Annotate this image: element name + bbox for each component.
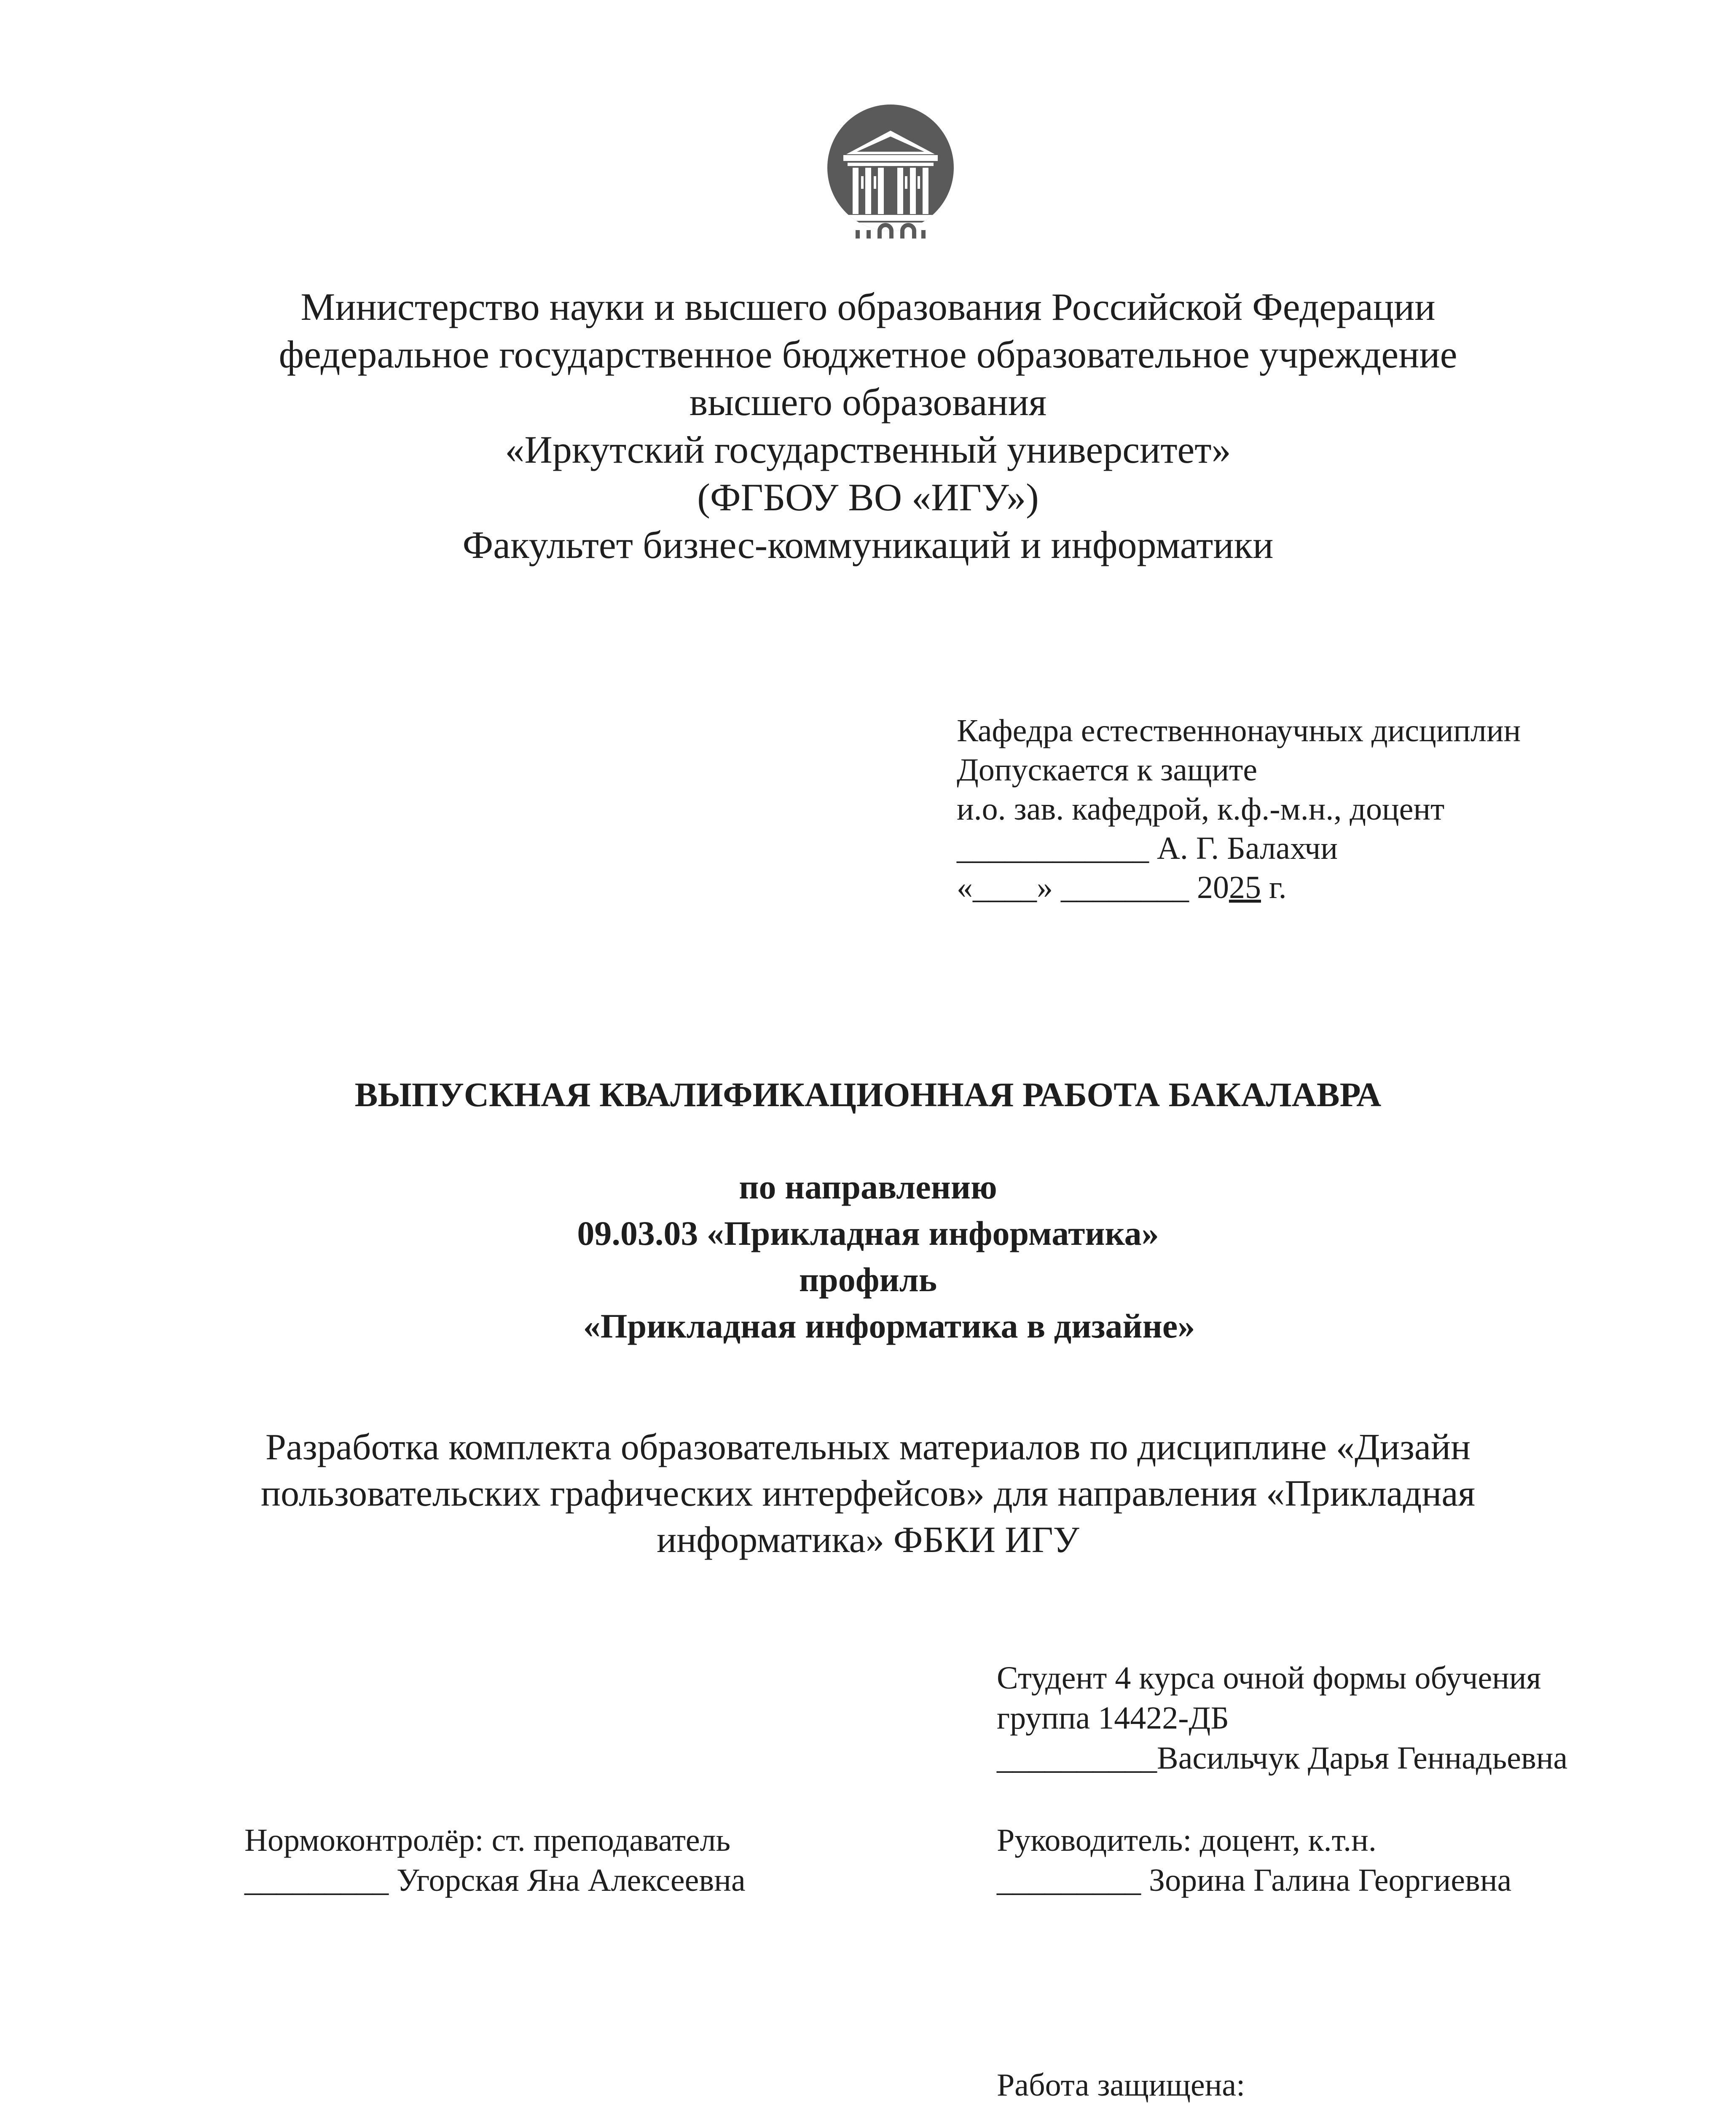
topic-line: информатика» ФБКИ ИГУ <box>657 1520 1079 1560</box>
supervisor-block <box>997 1820 1511 1901</box>
admit-to-defence: Допускается к защите <box>957 752 1258 788</box>
defence-date <box>997 2105 1375 2107</box>
head-signature-line: ____________ А. Г. Балахчи <box>957 831 1338 866</box>
thesis-topic <box>0 1424 1736 1563</box>
topic-line: Разработка комплекта образовательных материалов по дисциплине «Дизайн <box>265 1427 1471 1468</box>
normocontrol-position: Нормоконтролёр: ст. преподаватель <box>244 1823 731 1858</box>
topic-line: пользовательских графических интерфейсов» для направления «Прикладная <box>260 1473 1476 1514</box>
university-name-line: «Иркутский государственный университет» <box>505 428 1231 471</box>
defence-block <box>997 2065 1375 2107</box>
department-approval-block <box>957 711 1521 907</box>
university-building-logo-icon <box>827 105 954 239</box>
profile-name: «Прикладная информатика в дизайне» <box>583 1307 1195 1345</box>
ministry-line: Министерство науки и высшего образования Российской Федерации <box>301 285 1435 328</box>
profile-label: профиль <box>799 1260 937 1299</box>
student-block <box>997 1658 1567 1778</box>
supervisor-position: Руководитель: доцент, к.т.н. <box>997 1823 1376 1858</box>
education-level-line: высшего образования <box>689 381 1047 424</box>
supervisor-signature: _________ Зорина Галина Георгиевна <box>997 1863 1512 1898</box>
student-group: группа 14422-ДБ <box>997 1700 1229 1736</box>
direction-label: по направлению <box>739 1168 997 1206</box>
student-course: Студент 4 курса очной формы обучения <box>997 1660 1541 1696</box>
head-position: и.о. зав. кафедрой, к.ф.-м.н., доцент <box>957 791 1445 827</box>
approval-date-prefix: «____» ________ 20 <box>957 870 1229 905</box>
direction-block <box>0 1164 1736 1349</box>
faculty-line: Факультет бизнес-коммуникаций и информатики <box>462 523 1274 566</box>
student-signature: __________Васильчук Дарья Геннадьевна <box>997 1740 1568 1776</box>
institution-type-line: федеральное государственное бюджетное образовательное учреждение <box>279 333 1457 376</box>
approval-date-suffix: г. <box>1261 870 1287 905</box>
approval-date-line <box>957 868 1521 907</box>
normocontrol-block <box>244 1820 746 1901</box>
defence-label: Работа защищена: <box>997 2067 1245 2103</box>
direction-code: 09.03.03 «Прикладная информатика» <box>577 1214 1159 1252</box>
thesis-type-heading <box>0 1074 1736 1116</box>
university-header <box>0 283 1736 569</box>
normocontrol-signature: _________ Угорская Яна Алексеевна <box>244 1863 746 1898</box>
department-name: Кафедра естественнонаучных дисциплин <box>957 713 1521 748</box>
thesis-type-text: ВЫПУСКНАЯ КВАЛИФИКАЦИОННАЯ РАБОТА БАКАЛАВРА <box>354 1075 1382 1114</box>
university-abbr-line: (ФГБОУ ВО «ИГУ») <box>697 476 1039 519</box>
approval-date-year: 25 <box>1229 870 1261 905</box>
